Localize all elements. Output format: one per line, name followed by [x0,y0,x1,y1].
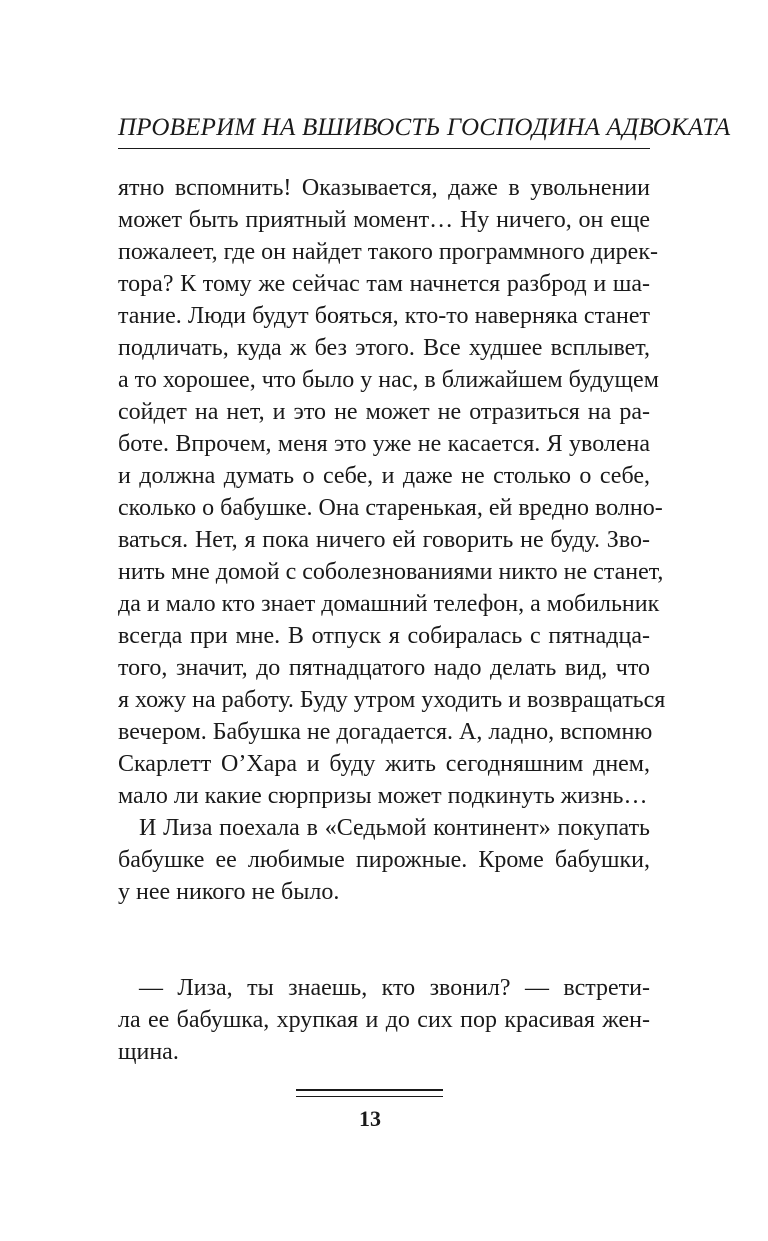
text-line: пожалеет, где он найдет такого программного дирек- [118,239,658,265]
text-line: того, значит, до пятнадцатого надо делать вид, что [118,655,650,681]
running-head-title: ПРОВЕРИМ НА ВШИВОСТЬ ГОСПОДИНА АДВОКАТА [118,114,731,141]
text-line: сойдет на нет, и это не может не отразиться на ра- [118,399,650,425]
text-line: Скарлетт О’Хара и буду жить сегодняшним днем, [118,751,650,777]
text-line: — Лиза, ты знаешь, кто звонил? — встрети- [139,975,650,1001]
text-line: тора? К тому же сейчас там начнется разброд и ша- [118,271,650,297]
text-line: вечером. Бабушка не догадается. А, ладно, вспомню [118,719,653,745]
text-line: боте. Впрочем, меня это уже не касается. Я уволена [118,431,650,457]
text-line: ваться. Нет, я пока ничего ей говорить не буду. Зво- [118,527,650,553]
header-rule [118,148,650,149]
footer-rule-thick [296,1089,443,1091]
text-line: я хожу на работу. Буду утром уходить и возвращаться [118,687,666,713]
text-line: сколько о бабушке. Она старенькая, ей вредно волно- [118,495,663,521]
text-line: ятно вспомнить! Оказывается, даже в увольнении [118,175,650,201]
text-line: нить мне домой с соболезнованиями никто не станет, [118,559,664,585]
text-line: тание. Люди будут бояться, кто-то наверняка станет [118,303,650,329]
text-line: ла ее бабушка, хрупкая и до сих пор красивая жен- [118,1007,650,1033]
text-line: бабушке ее любимые пирожные. Кроме бабушки, [118,847,650,873]
text-line: И Лиза поехала в «Седьмой континент» покупать [139,815,650,841]
text-line: у нее никого не было. [118,879,340,905]
text-line: щина. [118,1039,179,1065]
text-line: мало ли какие сюрпризы может подкинуть жизнь… [118,783,648,809]
text-line: да и мало кто знает домашний телефон, а мобильник [118,591,660,617]
text-line: может быть приятный момент… Ну ничего, он еще [118,207,650,233]
text-line: и должна думать о себе, и даже не столько о себе, [118,463,650,489]
text-line: подличать, куда ж без этого. Все худшее всплывет, [118,335,650,361]
footer-rule-thin [296,1096,443,1097]
text-line: а то хорошее, что было у нас, в ближайшем будущем [118,367,659,393]
text-line: всегда при мне. В отпуск я собиралась с пятнадца- [118,623,650,649]
page-number: 13 [359,1106,381,1131]
